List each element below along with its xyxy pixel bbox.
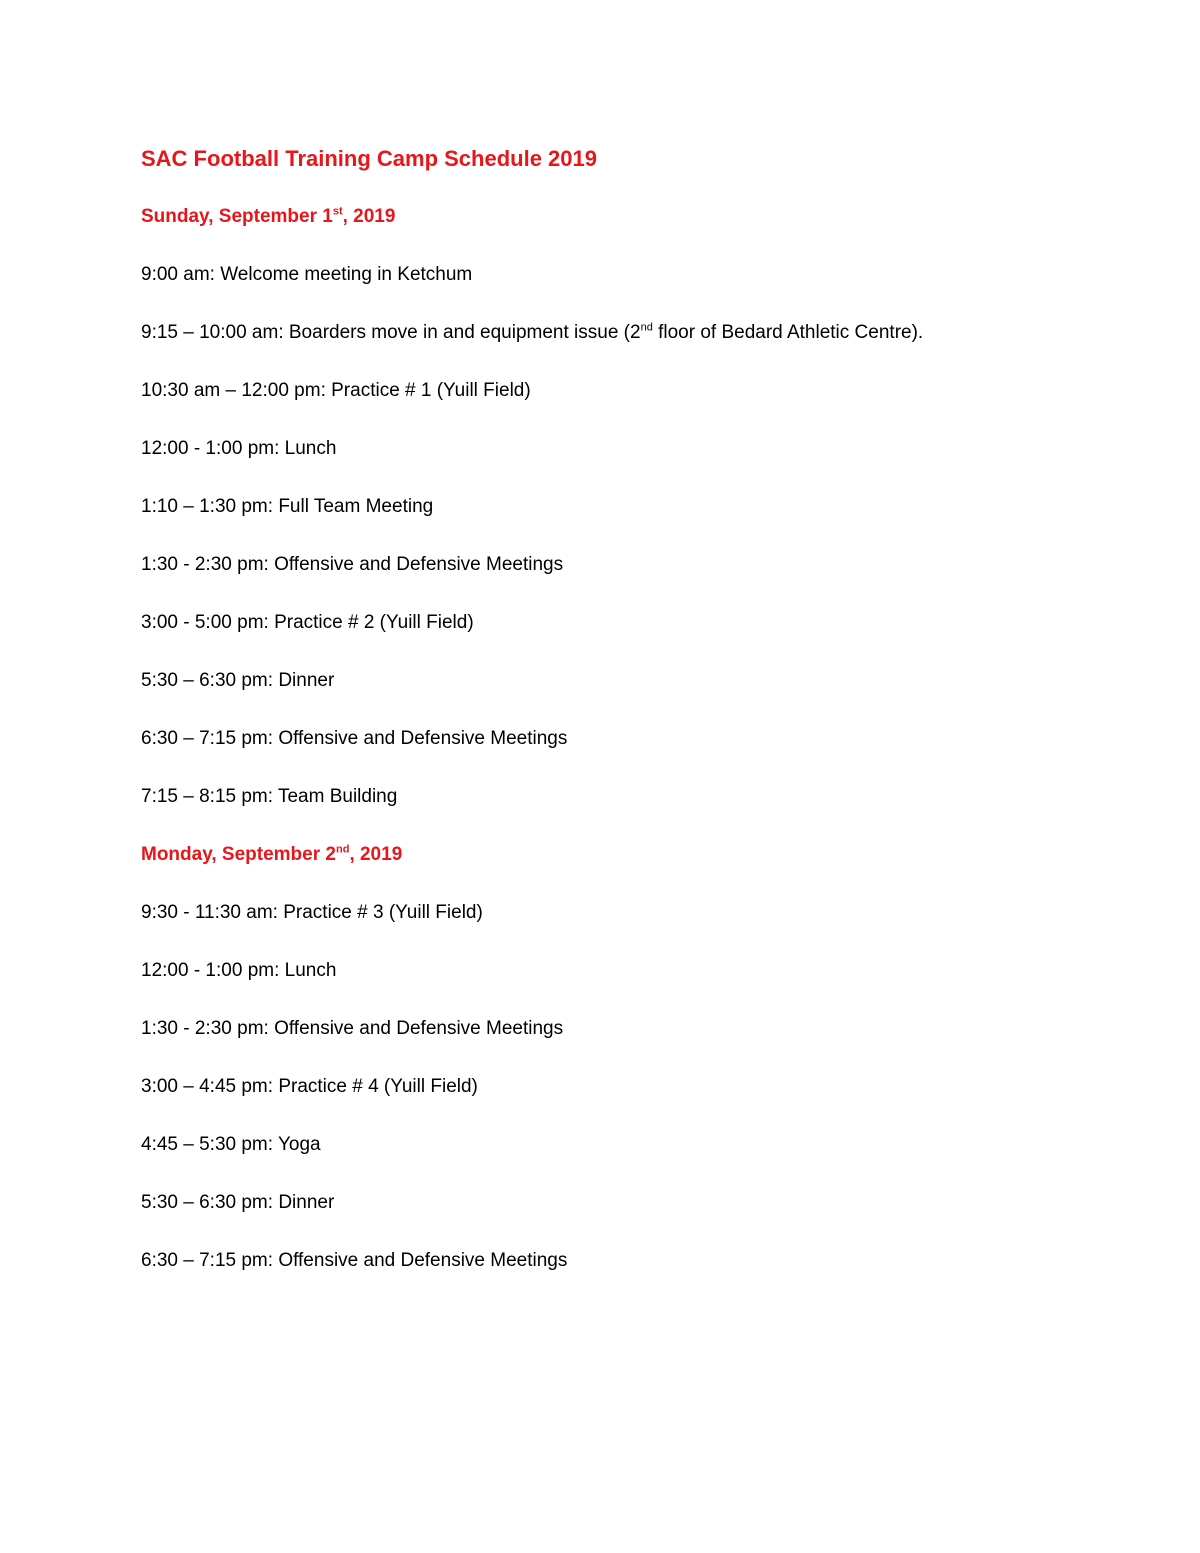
- day-heading-monday: [141, 836, 1141, 874]
- schedule-entry: 3:00 – 4:45 pm: Practice # 4 (Yuill Field): [141, 1076, 478, 1097]
- schedule-entry: 6:30 – 7:15 pm: Offensive and Defensive Meetings: [141, 1250, 568, 1271]
- document-body: [141, 140, 1141, 1300]
- schedule-entry: 1:10 – 1:30 pm: Full Team Meeting: [141, 496, 434, 517]
- day-heading-year: , 2019: [349, 844, 403, 865]
- schedule-entry: 9:00 am: Welcome meeting in Ketchum: [141, 264, 473, 285]
- ordinal-suffix: st: [332, 205, 343, 218]
- day-heading-sunday: [141, 198, 1141, 236]
- schedule-entry: 7:15 – 8:15 pm: Team Building: [141, 786, 398, 807]
- day-heading-text: Monday, September 2: [141, 844, 336, 865]
- schedule-entry: 1:30 - 2:30 pm: Offensive and Defensive Meetings: [141, 1018, 564, 1039]
- schedule-entry: 9:30 - 11:30 am: Practice # 3 (Yuill Field): [141, 902, 483, 923]
- schedule-entry: 3:00 - 5:00 pm: Practice # 2 (Yuill Field): [141, 612, 474, 633]
- schedule-entry: 4:45 – 5:30 pm: Yoga: [141, 1134, 321, 1155]
- schedule-entry: 1:30 - 2:30 pm: Offensive and Defensive Meetings: [141, 554, 564, 575]
- ordinal-suffix: nd: [335, 843, 350, 856]
- entry-text: 9:15 – 10:00 am: Boarders move in and equipment issue (2: [141, 322, 641, 343]
- schedule-entry: 10:30 am – 12:00 pm: Practice # 1 (Yuill Field): [141, 380, 531, 401]
- entry-text-cont: floor of Bedard Athletic Centre).: [652, 322, 924, 343]
- schedule-entry: 12:00 - 1:00 pm: Lunch: [141, 960, 337, 981]
- day-heading-year: , 2019: [342, 206, 396, 227]
- schedule-entry: [141, 314, 1141, 352]
- schedule-entry: 5:30 – 6:30 pm: Dinner: [141, 670, 335, 691]
- schedule-entry: 6:30 – 7:15 pm: Offensive and Defensive Meetings: [141, 728, 568, 749]
- schedule-entry: 12:00 - 1:00 pm: Lunch: [141, 438, 337, 459]
- document-title: SAC Football Training Camp Schedule 2019: [141, 146, 597, 171]
- day-heading-text: Sunday, September 1: [141, 206, 333, 227]
- ordinal-suffix: nd: [640, 321, 653, 334]
- schedule-entry: 5:30 – 6:30 pm: Dinner: [141, 1192, 335, 1213]
